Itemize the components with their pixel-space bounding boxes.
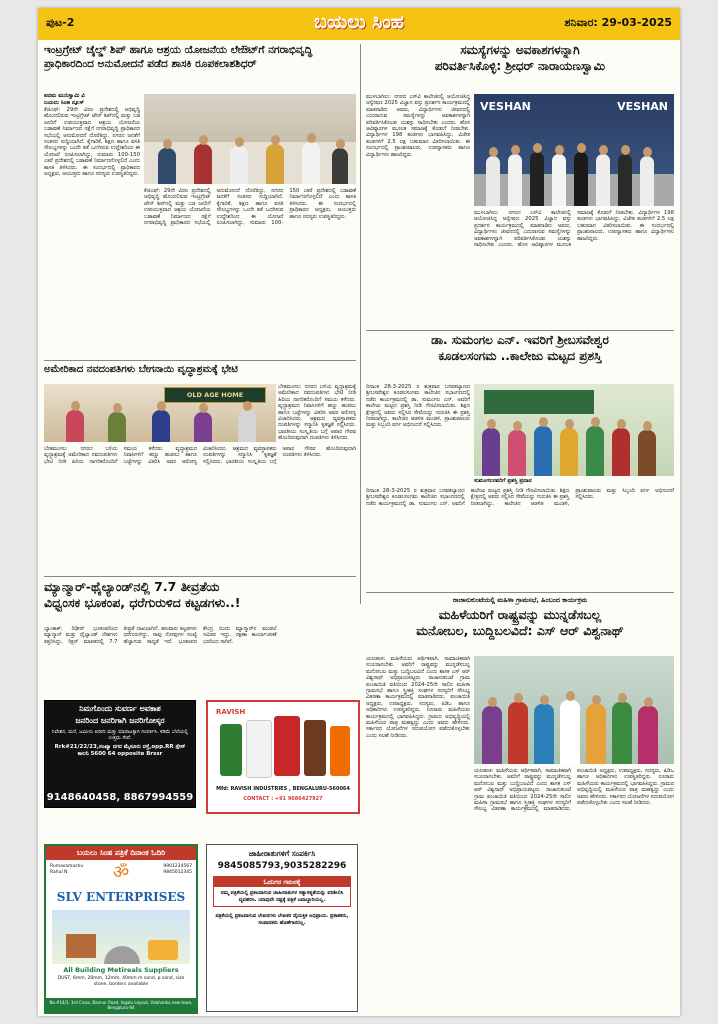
article3-photo (474, 384, 674, 476)
divider (44, 360, 356, 361)
article2-photo (474, 94, 674, 206)
classified-phone: 9845085793,9035282296 (217, 861, 347, 871)
slv-items: DUST, 6mm, 20mm, 12mm, 40mm m sand, p sand, size stone, borders available (57, 976, 185, 987)
house-icon (66, 934, 96, 958)
product-pack-1 (220, 724, 242, 776)
property-ad-line2: ಜನರಿಂದ ಜನರಿಗಾಗಿ ಜನರಿಗೋಸ್ಕರ (75, 716, 165, 725)
readers-notice-title: ಓದುಗರ ಗಮನಕ್ಕೆ (214, 877, 350, 887)
product-pack-3 (274, 716, 300, 776)
slv-footer: No.#14/3, 3rd Cross, Bannur Road, Ingalu Layout, Yelahanka new town, Bengaluru-64 (46, 998, 196, 1012)
column-divider (360, 44, 361, 604)
slv-name: SLV ENTERPRISES (56, 890, 186, 904)
divider (366, 592, 674, 593)
masthead (38, 8, 680, 40)
classified-ad (206, 844, 358, 1012)
classified-footer: ಪತ್ರಿಕೆಯಲ್ಲಿ ಪ್ರಕಟವಾಗುವ ಲೇಖನಗಳು ಲೇಖಕರ ವೈಯಕ್ತಿಕ ಅಭಿಪ್ರಾಯ. ಪ್ರಕಾಶಕರು, ಸಂಪಾದಕರು ಹೊಣೆಗಾರರಲ್ಲ. (215, 913, 349, 926)
slv-ad (44, 844, 198, 1014)
article4-photo (44, 384, 276, 442)
article5-body: ಬ್ಯಾಂಕಾಕ್: ದಿಢೀರ್ ಭೂಕಂಪದಿಂದ ಮ್ಯಾನ್ಮಾರ್ ಮತ್ತು ಥೈಲ್ಯಾಂಡ್ ದೇಶಗಳು ತತ್ತರಿಸಿದ್ದು, ರಿಕ್ಟರ್ ಮಾಪಕದಲ್ಲಿ 7.7 ತೀವ್ರತೆ ದಾಖಲಾಗಿದೆ. ಹಲವಾರು ಕಟ್ಟಡಗಳು ಧರೆಗುರುಳಿದ್ದು, ಸಾವು ನೋವುಗಳ ಸಂಖ್ಯೆ ಹೆಚ್ಚಾಗುವ ಸಾಧ್ಯತೆ ಇದೆ. ಭೂಕಂಪದ ಕೇಂದ್ರ ಬಿಂದು ಮ್ಯಾನ್ಮಾರ್‌ನ ಮಂಡಲೆ ಸಮೀಪ ಇದ್ದು, ರಕ್ಷಣಾ ಕಾರ್ಯಾಚರಣೆ ಭರದಿಂದ ಸಾಗಿದೆ. (44, 626, 277, 645)
divider (44, 576, 356, 577)
sand-pile-icon (104, 946, 140, 964)
article3-body-col1: ದಿನಾಂಕ 28-3-2025 ರ ಶುಕ್ರವಾರ ಬಸವಕಲ್ಯಾಣದ ಶ್ರೀಬಸವೇಶ್ವರ ಕೂಡಲಸಂಗಮ ಕಾಲೇಜಿನ ಸಭಾಂಗಣದಲ್ಲಿ ನಡೆದ ಕಾರ್ಯಕ್ರಮದಲ್ಲಿ ಡಾ. ಸುಮಂಗಲ ಎನ್. ಅವರಿಗೆ ಕಾಲೇಜು ಮಟ್ಟದ ಪ್ರಶಸ್ತಿ ನೀಡಿ ಗೌರವಿಸಲಾಯಿತು. ಶಿಕ್ಷಣ ಕ್ಷೇತ್ರದಲ್ಲಿ ಅವರು ಸಲ್ಲಿಸಿದ ಸೇವೆಯನ್ನು ಗುರುತಿಸಿ ಈ ಪ್ರಶಸ್ತಿ ನೀಡಲಾಗಿದ್ದು, ಕಾಲೇಜಿನ ಆಡಳಿತ ಮಂಡಳಿ, ಪ್ರಾಂಶುಪಾಲರು ಮತ್ತು ಸಿಬ್ಬಂದಿ ವರ್ಗ ಅಭಿನಂದನೆ ಸಲ್ಲಿಸಿದರು. (366, 384, 470, 429)
article3-headline (366, 334, 674, 380)
event-banner-left: VESHAN (480, 100, 531, 113)
article4-headline-box (44, 364, 356, 382)
divider (366, 330, 674, 331)
product-contact: CONTACT : +91 9686427927 (243, 796, 323, 802)
article3-headline-line2: ಕೂಡಲಸಂಗಮ ..ಕಾಲೇಜು ಮಟ್ಟದ ಪ್ರಶಸ್ತಿ (438, 348, 602, 363)
article4-headline: ಅಮೇರಿಕಾದ ನವದಂಪತಿಗಳು ಬೇಗನಾಯಿ ವೃದ್ಧಾಶ್ರಮಕ್ಕೆ ಭೇಟಿ (44, 364, 238, 375)
slv-illustration (52, 910, 190, 964)
slv-left-note: Rumasamashu Rahul N (50, 864, 84, 875)
readers-notice-body: ನಮ್ಮ ಪತ್ರಿಕೆಯಲ್ಲಿ ಪ್ರಕಟವಾಗುವ ಜಾಹೀರಾತುಗಳ ಸತ್ಯಾಸತ್ಯತೆಯನ್ನು ಪರಿಶೀಲಿಸಿ ವ್ಯವಹರಿಸಿ. ಯಾವುದೇ ನಷ್ಟಕ್ಕೆ ಪತ್ರಿಕೆ ಜವಾಬ್ದಾರಿಯಲ್ಲ. (220, 890, 344, 903)
om-symbol: ॐ (112, 862, 130, 883)
property-ad-body: ನಿವೇಶನ, ಮನೆ, ಜಮೀನು ಖರೀದಿ ಮತ್ತು ಮಾರಾಟಕ್ಕಾಗಿ ಸಂಪರ್ಕಿಸಿ. ಕಡಿಮೆ ಬೆಲೆಯಲ್ಲಿ ಉತ್ತಮ ಸೇವೆ. (51, 729, 189, 741)
product-company: Mfd: RAVISH INDUSTRIES , BENGALURU-560064 (216, 786, 350, 792)
readers-notice-box (213, 876, 351, 907)
slv-right-note: 9901234567 9845012345 (163, 864, 192, 875)
issue-date: ಶನಿವಾರ: 29-03-2025 (564, 16, 672, 29)
classified-title: ಜಾಹೀರಾತುಗಳಿಗೆ ಸಂಪರ್ಕಿಸಿ (248, 849, 316, 858)
article3-headline-line1: ಡಾ. ಸುಮಂಗಲ ಎನ್. ಇವರಿಗೆ ಶ್ರೀಬಸವೇಶ್ವರ (431, 334, 609, 347)
article6-body-col1: ಯಲಹಂಕ: ಮಹಿಳೆಯರು ಆರ್ಥಿಕವಾಗಿ, ಸಾಮಾಜಿಕವಾಗಿ ಸಬಲರಾಗಬೇಕು. ಅವರಿಗೆ ರಾಷ್ಟ್ರವನ್ನು ಮುನ್ನಡೆಸಬಲ್ಲ ಮನೋಬಲ ಮತ್ತು ಬುದ್ದಿಬಲವಿದೆ ಎಂದು ಶಾಸಕ ಎಸ್ ಆರ್ ವಿಶ್ವನಾಥ್ ಅಭಿಪ್ರಾಯಪಟ್ಟರು. ರಾಜಾನುಕುಂಟೆ ಗ್ರಾಮ ಪಂಚಾಯಿತಿ ವತಿಯಿಂದ 2024-25ನೇ ಸಾಲಿನ ಮಹಿಳಾ ಗ್ರಾಮಸಭೆ ಹಾಗೂ ಸ್ತ್ರೀಶಕ್ತಿ ಸಂಘಗಳ ಸದಸ್ಯರಿಗೆ ಸೌಲಭ್ಯ ವಿತರಣಾ ಕಾರ್ಯಕ್ರಮದಲ್ಲಿ ಮಾತನಾಡಿದರು. ಪಂಚಾಯಿತಿ ಅಧ್ಯಕ್ಷರು, ಉಪಾಧ್ಯಕ್ಷರು, ಸದಸ್ಯರು, ಪಿಡಿಒ ಹಾಗೂ ಅಧಿಕಾರಿಗಳು ಉಪಸ್ಥಿತರಿದ್ದರು. ನೂರಾರು ಮಹಿಳೆಯರು ಕಾರ್ಯಕ್ರಮದಲ್ಲಿ ಭಾಗವಹಿಸಿದ್ದರು. ಗ್ರಾಮದ ಅಭಿವೃದ್ಧಿಯಲ್ಲಿ ಮಹಿಳೆಯರ ಪಾತ್ರ ಮಹತ್ವದ್ದು ಎಂದು ಅವರು ಹೇಳಿದರು. ಸರ್ಕಾರದ ಯೋಜನೆಗಳ ಸದುಪಯೋಗ ಪಡೆದುಕೊಳ್ಳಬೇಕು ಎಂದು ಸಲಹೆ ನೀಡಿದರು. (366, 656, 470, 739)
property-ad-line1: ನಿಮಗೊಂದು ಸುವರ್ಣ ಅವಕಾಶ (79, 704, 161, 713)
byline-name: ಪದಮ ಮುನಿಸ್ವಾಮಿ ವಿ (44, 93, 85, 99)
article1-body-cols: ಕೆಜಿಎಫ್: 29ನೇ ವಿರಲ ಪ್ರದೇಶದಲ್ಲಿ ಅಭಿವೃದ್ಧಿ ಹೊಂದಲಿರುವ ಇಂಟ್ರಿಗ್ರೇಟ್ ಟೌನ್ ಶಿಪ್‌ನಲ್ಲಿ ಮತ್ತು ಬಡ ಜನರಿಗೆ ಉಪಯುಕ್ತವಾದ ಆಶ್ರಯ ಯೋಜನೆಯ ಬಡಾವಣೆ ನಿರ್ಮಾಣದ ನಕ್ಷೆಗೆ ನಗರಾಭಿವೃದ್ಧಿ ಪ್ರಾಧಿಕಾರದ ಸಭೆಯಲ್ಲಿ ಅನುಮೋದನೆ ದೊರೆತಿದ್ದು, ನಗರದ ಜನತೆಗೆ ಸಂತಸದ ಸುದ್ದಿಯಾಗಿದೆ. ಕೈಗಾರಿಕೆ, ಶಿಕ್ಷಣ ಹಾಗೂ ವಸತಿ ಸೌಲಭ್ಯಗಳನ್ನು ಒಂದೇ ಕಡೆ ಒದಗಿಸುವ ಉದ್ದೇಶದಿಂದ ಈ ಯೋಜನೆ ರೂಪಿಸಲಾಗಿದ್ದು, ಸುಮಾರು 100-150 ಎಕರೆ ಪ್ರದೇಶದಲ್ಲಿ ಬಡಾವಣೆ ನಿರ್ಮಾಣಗೊಳ್ಳಲಿದೆ ಎಂದು ಶಾಸಕಿ ತಿಳಿಸಿದರು. ಈ ಸಂದರ್ಭದಲ್ಲಿ ಪ್ರಾಧಿಕಾರದ ಅಧ್ಯಕ್ಷರು, ಆಯುಕ್ತರು ಹಾಗೂ ಸದಸ್ಯರು ಉಪಸ್ಥಿತರಿದ್ದರು. (144, 188, 356, 227)
product-pack-5 (330, 726, 350, 776)
article1-headline (44, 44, 356, 92)
event-banner-right: VESHAN (617, 100, 668, 113)
article3-photo-caption: ಸುಮಂಗಲರವರಿಗೆ ಪ್ರಶಸ್ತಿ ಪ್ರದಾನ (474, 478, 532, 484)
article5-headline-line2: ವಿಧ್ವಂಸಕ ಭೂಕಂಪ, ಧರೆಗುರುಳಿದ ಕಟ್ಟಡಗಳು..! (44, 595, 241, 611)
article6-headline-line1: ಮಹಿಳೆಯರಿಗೆ ರಾಷ್ಟ್ರವನ್ನು ಮುನ್ನಡೆಸಬಲ್ಲ (438, 608, 602, 622)
article4-body: ಬೇತಮಂಗಲ: ನಗರದ ಬಳಿಯ ವೃದ್ಧಾಶ್ರಮಕ್ಕೆ ಅಮೇರಿಕಾದ ನವದಂಪತಿಗಳು ಭೇಟಿ ನೀಡಿ ಹಿರಿಯ ನಾಗರಿಕರೊಂದಿಗೆ ಸಮಯ ಕಳೆದರು. ವೃದ್ಧಾಶ್ರಮದ ನಿವಾಸಿಗಳಿಗೆ ಹಣ್ಣು ಹಂಪಲು ಹಾಗೂ ಬಟ್ಟೆಗಳನ್ನು ವಿತರಿಸಿ ಅವರ ಆರೋಗ್ಯ ವಿಚಾರಿಸಿದರು. ಆಶ್ರಮದ ವ್ಯವಸ್ಥಾಪಕರು ದಂಪತಿಗಳನ್ನು ಸನ್ಮಾನಿಸಿ ಕೃತಜ್ಞತೆ ಸಲ್ಲಿಸಿದರು. ಭಾರತೀಯ ಸಂಸ್ಕೃತಿಯ ಬಗ್ಗೆ ಅಪಾರ ಗೌರವ ಹೊಂದಿರುವುದಾಗಿ ದಂಪತಿಗಳು ತಿಳಿಸಿದರು. (44, 446, 356, 465)
article5-headline-line1: ಮ್ಯಾನ್ಮಾರ್-ಥೈಲ್ಯಾಂಡ್‌ನಲ್ಲಿ 7.7 ತೀವ್ರತೆಯ (44, 580, 220, 594)
article2-headline-line1: ಸಮಸ್ಯೆಗಳನ್ನು ಅವಕಾಶಗಳನ್ನಾಗಿ (460, 44, 580, 57)
slv-sub: All Building Metireals Suppliers (63, 966, 179, 974)
article6-headline (366, 608, 674, 652)
article6-kicker: ರಾಜಾನುಕುಂಟೆಯಲ್ಲಿ ಮಹಿಳಾ ಗ್ರಾಮಸಭೆ, ಹಿಂಬಂದ ಕಾರ್ಯಕ್ರಮ (452, 596, 588, 604)
byline-desk: ಬಯಲು ಸಿಂಹ ನ್ಯೂಸ್ (44, 100, 84, 105)
article1-headline-line2: ಪ್ರಾಧಿಕಾರದಿಂದ ಅನುಮೋದನೆ ಪಡೆದ ಶಾಸಕಿ ರೂಪಕಲಾಶಶಿಧರ್ (44, 58, 257, 71)
newspaper-title: ಬಯಲು ಸಿಂಹ (314, 11, 404, 33)
truck-icon (148, 940, 178, 960)
article3-body: ದಿನಾಂಕ 28-3-2025 ರ ಶುಕ್ರವಾರ ಬಸವಕಲ್ಯಾಣದ ಶ್ರೀಬಸವೇಶ್ವರ ಕೂಡಲಸಂಗಮ ಕಾಲೇಜಿನ ಸಭಾಂಗಣದಲ್ಲಿ ನಡೆದ ಕಾರ್ಯಕ್ರಮದಲ್ಲಿ ಡಾ. ಸುಮಂಗಲ ಎನ್. ಅವರಿಗೆ ಕಾಲೇಜು ಮಟ್ಟದ ಪ್ರಶಸ್ತಿ ನೀಡಿ ಗೌರವಿಸಲಾಯಿತು. ಶಿಕ್ಷಣ ಕ್ಷೇತ್ರದಲ್ಲಿ ಅವರು ಸಲ್ಲಿಸಿದ ಸೇವೆಯನ್ನು ಗುರುತಿಸಿ ಈ ಪ್ರಶಸ್ತಿ ನೀಡಲಾಗಿದ್ದು, ಕಾಲೇಜಿನ ಆಡಳಿತ ಮಂಡಳಿ, ಪ್ರಾಂಶುಪಾಲರು ಮತ್ತು ಸಿಬ್ಬಂದಿ ವರ್ಗ ಅಭಿನಂದನೆ ಸಲ್ಲಿಸಿದರು. (366, 488, 674, 507)
product-brand: RAVISH (216, 708, 246, 716)
product-pack-4 (304, 720, 326, 776)
article2-headline (366, 44, 674, 90)
article1-photo (144, 94, 356, 184)
newspaper-page (38, 8, 680, 1016)
property-ad-phone: 9148640458, 8867994559 (46, 792, 194, 803)
article2-body-col1: ಮುಳಬಾಗಿಲು: ನಗರದ ಎಸ್‌ವಿ ಕಾಲೇಜಿನಲ್ಲಿ ಆಯೋಜಿಸಿದ್ದ ಅನ್ವೇಷಣ 2025 ವಿಜ್ಞಾನ ವಸ್ತು ಪ್ರದರ್ಶನ ಕಾರ್ಯಕ್ರಮದಲ್ಲಿ ಮಾತನಾಡಿದ ಅವರು, ವಿದ್ಯಾರ್ಥಿಗಳು ಜೀವನದಲ್ಲಿ ಎದುರಾಗುವ ಸಮಸ್ಯೆಗಳನ್ನು ಅವಕಾಶಗಳನ್ನಾಗಿ ಪರಿವರ್ತಿಸಿಕೊಂಡು ಯಶಸ್ಸು ಸಾಧಿಸಬೇಕು ಎಂದರು. ಹೊಸ ಆವಿಷ್ಕಾರಗಳ ಮೂಲಕ ಸಮಾಜಕ್ಕೆ ಕೊಡುಗೆ ನೀಡಬೇಕು. ವಿದ್ಯಾರ್ಥಿಗಳ 198 ತಂಡಗಳು ಭಾಗವಹಿಸಿದ್ದು, ವಿಜೇತ ತಂಡಗಳಿಗೆ 2.5 ಲಕ್ಷ ಬಹುಮಾನ ವಿತರಿಸಲಾಯಿತು. ಈ ಸಂದರ್ಭದಲ್ಲಿ ಪ್ರಾಂಶುಪಾಲರು, ಉಪನ್ಯಾಸಕರು ಹಾಗೂ ವಿದ್ಯಾರ್ಥಿಗಳು ಹಾಜರಿದ್ದರು. (366, 94, 470, 158)
article4-body-col: ಬೇತಮಂಗಲ: ನಗರದ ಬಳಿಯ ವೃದ್ಧಾಶ್ರಮಕ್ಕೆ ಅಮೇರಿಕಾದ ನವದಂಪತಿಗಳು ಭೇಟಿ ನೀಡಿ ಹಿರಿಯ ನಾಗರಿಕರೊಂದಿಗೆ ಸಮಯ ಕಳೆದರು. ವೃದ್ಧಾಶ್ರಮದ ನಿವಾಸಿಗಳಿಗೆ ಹಣ್ಣು ಹಂಪಲು ಹಾಗೂ ಬಟ್ಟೆಗಳನ್ನು ವಿತರಿಸಿ ಅವರ ಆರೋಗ್ಯ ವಿಚಾರಿಸಿದರು. ಆಶ್ರಮದ ವ್ಯವಸ್ಥಾಪಕರು ದಂಪತಿಗಳನ್ನು ಸನ್ಮಾನಿಸಿ ಕೃತಜ್ಞತೆ ಸಲ್ಲಿಸಿದರು. ಭಾರತೀಯ ಸಂಸ್ಕೃತಿಯ ಬಗ್ಗೆ ಅಪಾರ ಗೌರವ ಹೊಂದಿರುವುದಾಗಿ ದಂಪತಿಗಳು ತಿಳಿಸಿದರು. (278, 384, 356, 442)
article1-byline (44, 93, 140, 105)
product-pack-2 (246, 720, 272, 778)
property-ad-address: Rrk#21/22/23,ಸಂಖ್ಯಾ ನಗರ ಮೈಸೂರು ರಸ್ತೆ,opp.RR ಸ್ಪೇಸ್ ಕಾಲನಿ 5600 64 opposite Brssr (54, 744, 186, 757)
article2-headline-line2: ಪರಿವರ್ತಿಸಿಕೊಳ್ಳಿ: ಶ್ರೀಧರ್ ನಾರಾಯಣಸ್ವಾಮಿ (434, 58, 606, 73)
page-number: ಪುಟ-2 (46, 16, 75, 29)
old-age-home-banner: OLD AGE HOME (164, 387, 266, 403)
article6-headline-line2: ಮನೋಬಲ, ಬುದ್ದಿಬಲವಿದೆ: ಎಸ್ ಆರ್ ವಿಶ್ವನಾಥ್ (416, 623, 624, 639)
property-ad (44, 700, 196, 808)
article1-headline-line1: ಇಂಟ್ರಗ್ರೇಟ್ ಚೈಲ್ಡ್ ಶಿಪ್ ಹಾಗೂ ಆಶ್ರಯ ಯೋಜನೆಯ ಲೇಔಟ್‌ಗೆ ನಗರಾಭಿವೃದ್ಧಿ (44, 44, 313, 56)
product-ad (206, 700, 360, 814)
slv-ad-header: ಬಯಲು ಸಿಂಹ ಪತ್ರಿಕೆ ದಿನಾಂಕ ಓದಿರಿ (46, 846, 196, 860)
article6-body-cols: ಯಲಹಂಕ: ಮಹಿಳೆಯರು ಆರ್ಥಿಕವಾಗಿ, ಸಾಮಾಜಿಕವಾಗಿ ಸಬಲರಾಗಬೇಕು. ಅವರಿಗೆ ರಾಷ್ಟ್ರವನ್ನು ಮುನ್ನಡೆಸಬಲ್ಲ ಮನೋಬಲ ಮತ್ತು ಬುದ್ದಿಬಲವಿದೆ ಎಂದು ಶಾಸಕ ಎಸ್ ಆರ್ ವಿಶ್ವನಾಥ್ ಅಭಿಪ್ರಾಯಪಟ್ಟರು. ರಾಜಾನುಕುಂಟೆ ಗ್ರಾಮ ಪಂಚಾಯಿತಿ ವತಿಯಿಂದ 2024-25ನೇ ಸಾಲಿನ ಮಹಿಳಾ ಗ್ರಾಮಸಭೆ ಹಾಗೂ ಸ್ತ್ರೀಶಕ್ತಿ ಸಂಘಗಳ ಸದಸ್ಯರಿಗೆ ಸೌಲಭ್ಯ ವಿತರಣಾ ಕಾರ್ಯಕ್ರಮದಲ್ಲಿ ಮಾತನಾಡಿದರು. ಪಂಚಾಯಿತಿ ಅಧ್ಯಕ್ಷರು, ಉಪಾಧ್ಯಕ್ಷರು, ಸದಸ್ಯರು, ಪಿಡಿಒ ಹಾಗೂ ಅಧಿಕಾರಿಗಳು ಉಪಸ್ಥಿತರಿದ್ದರು. ನೂರಾರು ಮಹಿಳೆಯರು ಕಾರ್ಯಕ್ರಮದಲ್ಲಿ ಭಾಗವಹಿಸಿದ್ದರು. ಗ್ರಾಮದ ಅಭಿವೃದ್ಧಿಯಲ್ಲಿ ಮಹಿಳೆಯರ ಪಾತ್ರ ಮಹತ್ವದ್ದು ಎಂದು ಅವರು ಹೇಳಿದರು. ಸರ್ಕಾರದ ಯೋಜನೆಗಳ ಸದುಪಯೋಗ ಪಡೆದುಕೊಳ್ಳಬೇಕು ಎಂದು ಸಲಹೆ ನೀಡಿದರು. (474, 768, 674, 813)
article1-body-col1: ಕೆಜಿಎಫ್: 29ನೇ ವಿರಲ ಪ್ರದೇಶದಲ್ಲಿ ಅಭಿವೃದ್ಧಿ ಹೊಂದಲಿರುವ ಇಂಟ್ರಿಗ್ರೇಟ್ ಟೌನ್ ಶಿಪ್‌ನಲ್ಲಿ ಮತ್ತು ಬಡ ಜನರಿಗೆ ಉಪಯುಕ್ತವಾದ ಆಶ್ರಯ ಯೋಜನೆಯ ಬಡಾವಣೆ ನಿರ್ಮಾಣದ ನಕ್ಷೆಗೆ ನಗರಾಭಿವೃದ್ಧಿ ಪ್ರಾಧಿಕಾರದ ಸಭೆಯಲ್ಲಿ ಅನುಮೋದನೆ ದೊರೆತಿದ್ದು, ನಗರದ ಜನತೆಗೆ ಸಂತಸದ ಸುದ್ದಿಯಾಗಿದೆ. ಕೈಗಾರಿಕೆ, ಶಿಕ್ಷಣ ಹಾಗೂ ವಸತಿ ಸೌಲಭ್ಯಗಳನ್ನು ಒಂದೇ ಕಡೆ ಒದಗಿಸುವ ಉದ್ದೇಶದಿಂದ ಈ ಯೋಜನೆ ರೂಪಿಸಲಾಗಿದ್ದು, ಸುಮಾರು 100-150 ಎಕರೆ ಪ್ರದೇಶದಲ್ಲಿ ಬಡಾವಣೆ ನಿರ್ಮಾಣಗೊಳ್ಳಲಿದೆ ಎಂದು ಶಾಸಕಿ ತಿಳಿಸಿದರು. ಈ ಸಂದರ್ಭದಲ್ಲಿ ಪ್ರಾಧಿಕಾರದ ಅಧ್ಯಕ್ಷರು, ಆಯುಕ್ತರು ಹಾಗೂ ಸದಸ್ಯರು ಉಪಸ್ಥಿತರಿದ್ದರು. (44, 107, 140, 178)
article5-headline (44, 580, 356, 624)
article6-photo (474, 656, 674, 764)
article2-body-cols: ಮುಳಬಾಗಿಲು: ನಗರದ ಎಸ್‌ವಿ ಕಾಲೇಜಿನಲ್ಲಿ ಆಯೋಜಿಸಿದ್ದ ಅನ್ವೇಷಣ 2025 ವಿಜ್ಞಾನ ವಸ್ತು ಪ್ರದರ್ಶನ ಕಾರ್ಯಕ್ರಮದಲ್ಲಿ ಮಾತನಾಡಿದ ಅವರು, ವಿದ್ಯಾರ್ಥಿಗಳು ಜೀವನದಲ್ಲಿ ಎದುರಾಗುವ ಸಮಸ್ಯೆಗಳನ್ನು ಅವಕಾಶಗಳನ್ನಾಗಿ ಪರಿವರ್ತಿಸಿಕೊಂಡು ಯಶಸ್ಸು ಸಾಧಿಸಬೇಕು ಎಂದರು. ಹೊಸ ಆವಿಷ್ಕಾರಗಳ ಮೂಲಕ ಸಮಾಜಕ್ಕೆ ಕೊಡುಗೆ ನೀಡಬೇಕು. ವಿದ್ಯಾರ್ಥಿಗಳ 198 ತಂಡಗಳು ಭಾಗವಹಿಸಿದ್ದು, ವಿಜೇತ ತಂಡಗಳಿಗೆ 2.5 ಲಕ್ಷ ಬಹುಮಾನ ವಿತರಿಸಲಾಯಿತು. ಈ ಸಂದರ್ಭದಲ್ಲಿ ಪ್ರಾಂಶುಪಾಲರು, ಉಪನ್ಯಾಸಕರು ಹಾಗೂ ವಿದ್ಯಾರ್ಥಿಗಳು ಹಾಜರಿದ್ದರು. (474, 210, 674, 249)
stage-banner (484, 390, 594, 414)
